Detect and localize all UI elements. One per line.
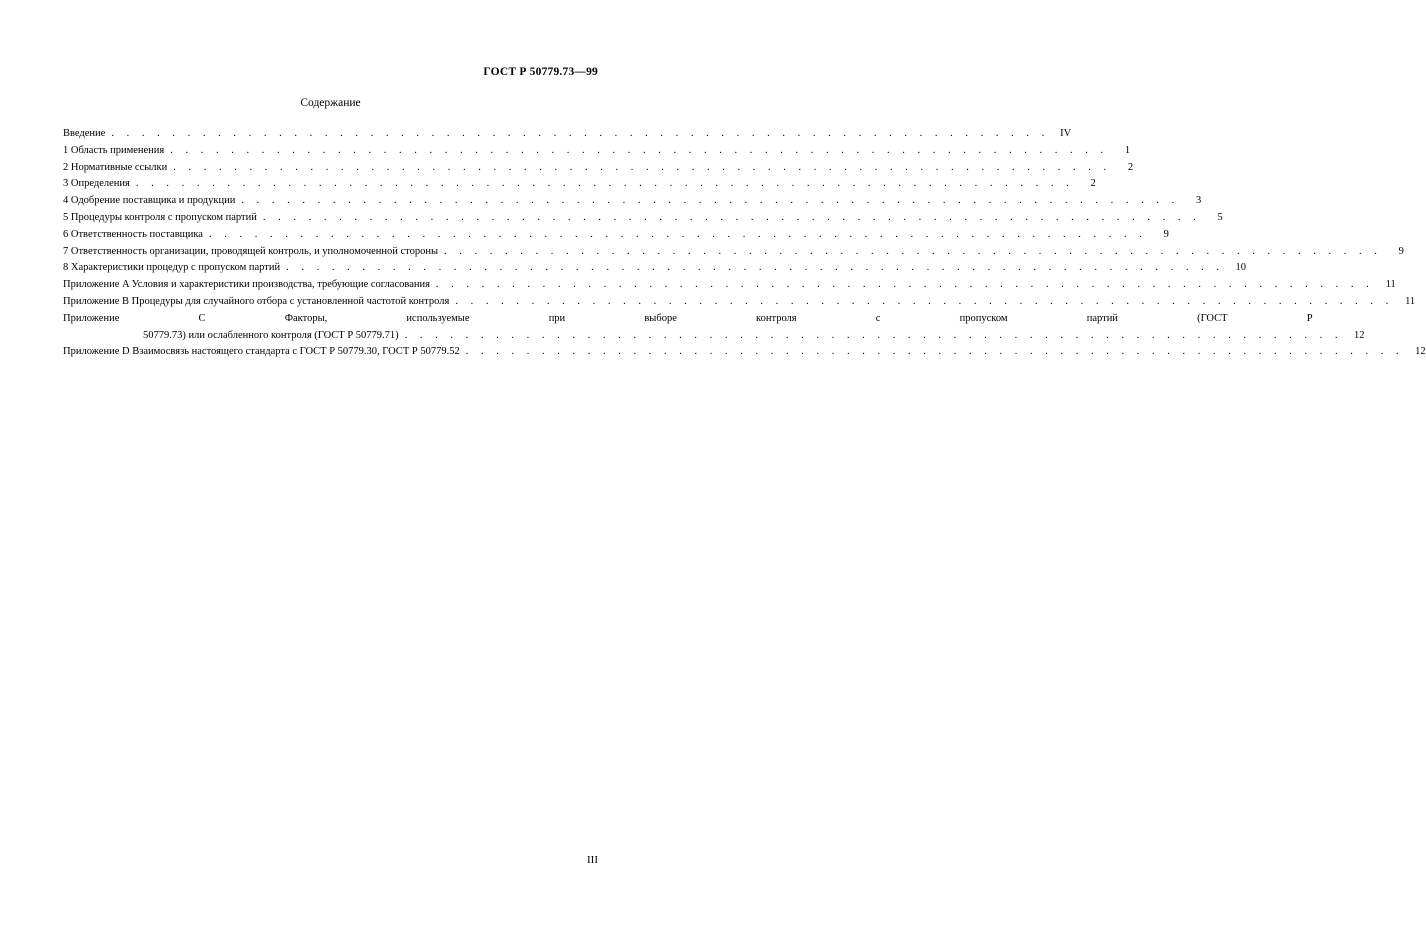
toc-entry-characteristics[interactable] xyxy=(63,260,1246,277)
toc-leader-dots: . . . . . . . . . . . . . . . . . . . . . . . . . . . . . . . . . . . . . . . . . . . . . . . . . . . . . . . . . . . . . . xyxy=(262,211,1201,223)
toc-entry-text: Приложение A Условия и характеристики производства, требующие согласования xyxy=(63,279,430,291)
toc-leader-dots: . . . . . . . . . . . . . . . . . . . . . . . . . . . . . . . . . . . . . . . . . . . . . . . . . . . . . . . . . . . . . . xyxy=(170,144,1109,156)
page-number: III xyxy=(587,854,598,866)
toc-entry-page: IV xyxy=(1060,128,1072,139)
toc-title: Содержание xyxy=(300,97,361,109)
toc-entry-page: 9 xyxy=(1398,245,1404,257)
toc-entry-text: 5 Процедуры контроля с пропуском партий xyxy=(63,211,257,223)
toc-entry-page: 9 xyxy=(1163,228,1169,240)
toc-entry-page: 1 xyxy=(1124,144,1131,156)
toc-entry-page: 12 xyxy=(1415,346,1426,358)
toc-leader-dots: . . . . . . . . . . . . . . . . . . . . . . . . . . . . . . . . . . . . . . . . . . . . . . . . . . . . . . . . . . . . . . xyxy=(286,262,1224,274)
toc-entry-text: 4 Одобрение поставщика и продукции xyxy=(63,195,236,207)
toc-entry-procedures[interactable] xyxy=(63,210,1223,227)
toc-leader-dots: . . . . . . . . . . . . . . . . . . . . . . . . . . . . . . . . . . . . . . . . . . . . . . . . . . . . . . . . . . . . . . xyxy=(173,161,1112,173)
toc-entry-text-continuation: 50779.73) или ослабленного контроля (ГОСТ Р 50779.71) xyxy=(143,329,399,341)
toc-entry-approval[interactable] xyxy=(63,193,1202,210)
toc-entry-page: 2 xyxy=(1127,161,1134,173)
toc-entry-text: 8 Характеристики процедур с пропуском партий xyxy=(63,262,281,274)
toc-entry-page: 12 xyxy=(1354,329,1365,341)
toc-entry-introduction[interactable] xyxy=(63,126,1072,143)
toc-entry-scope[interactable] xyxy=(63,143,1131,160)
toc-entry-text: 2 Нормативные ссылки xyxy=(63,161,168,173)
toc-entry-text: 6 Ответственность поставщика xyxy=(63,228,203,240)
toc-leader-dots: . . . . . . . . . . . . . . . . . . . . . . . . . . . . . . . . . . . . . . . . . . . . . . . . . . . . . . . . . . . . . . xyxy=(208,228,1147,240)
toc-entry-text: 1 Область применения xyxy=(63,144,165,156)
toc-entry-page: 11 xyxy=(1385,279,1396,291)
toc-leader-dots: . . . . . . . . . . . . . . . . . . . . . . . . . . . . . . . . . . . . . . . . . . . . . . . . . . . . . . . . . . . . . . xyxy=(444,245,1382,257)
toc-entry-appendix-b[interactable] xyxy=(63,294,1416,311)
toc-entry-text: 7 Ответственность организации, проводящей контроль, и уполномоченной стороны xyxy=(63,245,439,257)
toc-leader-dots: . . . . . . . . . . . . . . . . . . . . . . . . . . . . . . . . . . . . . . . . . . . . . . . . . . . . . . . . . . . . . . xyxy=(455,295,1394,307)
toc-entry-definitions[interactable] xyxy=(63,176,1096,193)
toc-entry-references[interactable] xyxy=(63,160,1134,177)
toc-leader-dots: . . . . . . . . . . . . . . . . . . . . . . . . . . . . . . . . . . . . . . . . . . . . . . . . . . . . . . . . . . . . . . xyxy=(465,346,1404,358)
toc-leader-dots: . . . . . . . . . . . . . . . . . . . . . . . . . . . . . . . . . . . . . . . . . . . . . . . . . . . . . . . . . . . . . . xyxy=(135,178,1074,190)
toc-entry-organization-responsibility[interactable] xyxy=(63,244,1404,261)
table-of-contents xyxy=(63,126,1426,361)
toc-leader-dots: . . . . . . . . . . . . . . . . . . . . . . . . . . . . . . . . . . . . . . . . . . . . . . . . . . . . . . . . . . . . . . xyxy=(404,329,1343,341)
toc-entry-page: 2 xyxy=(1090,178,1096,190)
toc-entry-page: 5 xyxy=(1217,211,1223,223)
toc-entry-appendix-d[interactable] xyxy=(63,344,1426,361)
toc-leader-dots: . . . . . . . . . . . . . . . . . . . . . . . . . . . . . . . . . . . . . . . . . . . . . . . . . . . . . . . . . . . . . . xyxy=(241,195,1180,207)
toc-entry-appendix-a[interactable] xyxy=(63,277,1396,294)
toc-entry-page: 10 xyxy=(1235,262,1246,274)
toc-entry-text: Приложение C Факторы, используемые при выборе контроля с пропуском партий (ГОСТ Р xyxy=(63,312,1313,324)
toc-leader-dots: . . . . . . . . . . . . . . . . . . . . . . . . . . . . . . . . . . . . . . . . . . . . . . . . . . . . . . . . . . . . . . xyxy=(111,128,1050,139)
toc-leader-dots: . . . . . . . . . . . . . . . . . . . . . . . . . . . . . . . . . . . . . . . . . . . . . . . . . . . . . . . . . . . . . . xyxy=(435,279,1374,291)
document-code: ГОСТ Р 50779.73—99 xyxy=(483,66,598,78)
toc-entry-text: 3 Определения xyxy=(63,178,130,190)
toc-entry-supplier-responsibility[interactable] xyxy=(63,227,1169,244)
toc-entry-text: Приложение B Процедуры для случайного отбора с установленной частотой контроля xyxy=(63,295,450,307)
toc-entry-page: 11 xyxy=(1405,295,1416,307)
toc-entry-text: Введение xyxy=(63,128,106,139)
toc-entry-text: Приложение D Взаимосвязь настоящего стандарта с ГОСТ Р 50779.30, ГОСТ Р 50779.52 xyxy=(63,346,460,358)
toc-entry-appendix-c[interactable] xyxy=(63,311,1365,345)
toc-entry-page: 3 xyxy=(1195,195,1202,207)
